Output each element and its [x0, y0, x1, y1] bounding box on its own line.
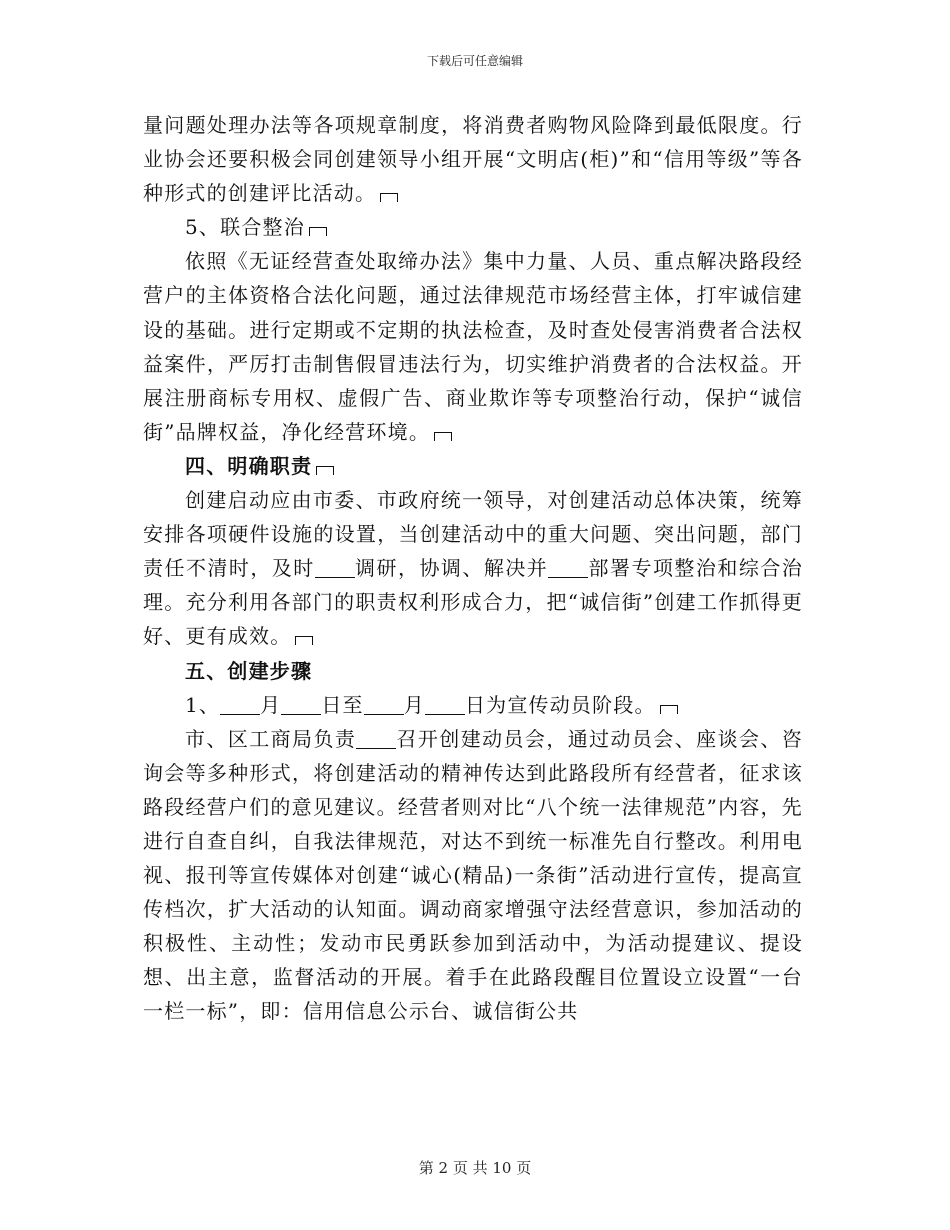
paragraph-mark-icon	[316, 466, 334, 475]
paragraph-mark-icon	[380, 193, 398, 202]
paragraph-text: 召开创建动员会，通过动员会、座谈会、咨询会等多种形式，将创建活动的精神传达到此路段所有经营者，征求该路段经营户们的意见建议。经营者则对比“八个统一法律规范”内容，先进行自查自纠，自我法律规范，对达不到统一标准先自行整改。利用电视、报刊等宣传媒体对创建“诚心(精品)一条街”活动进行宣传，提高宣传档次，扩大活动的认知面。调动商家增强守法经营意识，参加活动的积极性、主动性；发动市民勇跃参加到活动中，为活动提建议、提设想、出主意，监督活动的开展。着手在此路段醒目位置设立设置“一台一栏一标”，即：信用信息公示台、诚信街公共	[143, 726, 803, 1024]
paragraph-stage-one	[143, 688, 803, 722]
fill-blank	[356, 730, 396, 749]
fill-blank	[548, 559, 588, 578]
fill-blank	[315, 559, 355, 578]
paragraph-mark-icon	[660, 705, 678, 714]
paragraph-regulations	[143, 108, 803, 210]
section-heading-responsibilities	[143, 449, 803, 483]
fill-blank	[364, 696, 404, 715]
paragraph-text: 市、区工商局负责	[185, 726, 357, 751]
paragraph-leadership	[143, 483, 803, 653]
fill-blank	[425, 696, 465, 715]
subheading-joint-rectification	[143, 210, 803, 244]
paragraph-mark-icon	[434, 432, 452, 441]
fill-blank	[220, 696, 260, 715]
heading-text: 四、明确职责	[185, 453, 313, 478]
section-heading-steps	[143, 654, 803, 688]
heading-text: 五、创建步骤	[185, 658, 313, 683]
fill-blank	[281, 696, 321, 715]
paragraph-law-enforcement	[143, 244, 803, 449]
paragraph-mobilization	[143, 722, 803, 1029]
paragraph-text: 创建启动应由市委、市政府统一领导，对创建活动总体决策，统筹安排各项硬件设施的设置，当创建活动中的重大问题、突出问题，部门责任不清时，及时	[143, 488, 803, 581]
paragraph-text: 日至	[321, 692, 364, 717]
paragraph-text: 依照《无证经营查处取缔办法》集中力量、人员、重点解决路段经营户的主体资格合法化问题，通过法律规范市场经营主体，打牢诚信建设的基础。进行定期或不定期的执法检查，及时查处侵害消费者合法权益案件，严厉打击制售假冒违法行为，切实维护消费者的合法权益。开展注册商标专用权、虚假广告、商业欺诈等专项整治行动，保护“诚信街”品牌权益，净化经营环境。	[143, 249, 803, 444]
page-footer: 第 2 页 共 10 页	[418, 1159, 532, 1177]
paragraph-mark-icon	[309, 227, 327, 236]
paragraph-text: 月	[403, 692, 425, 717]
paragraph-text: 量问题处理办法等各项规章制度，将消费者购物风险降到最低限度。行业协会还要积极会同创建领导小组开展“文明店(柜)”和“信用等级”等各种形式的创建评比活动。	[143, 113, 803, 206]
paragraph-text: 日为宣传动员阶段。	[464, 692, 656, 717]
paragraph-text: 1、	[185, 692, 221, 717]
paragraph-mark-icon	[295, 636, 313, 645]
paragraph-text: 调研，协调、解决并	[354, 556, 549, 581]
paragraph-text: 部署专项整治和综合治理。充分利用各部门的职责权利形成合力，把“诚信街”创建工作抓得更好、更有成效。	[143, 556, 803, 649]
paragraph-text: 月	[260, 692, 282, 717]
document-body	[143, 108, 803, 1029]
subheading-text: 5、联合整治	[185, 215, 305, 240]
page-header: 下载后可任意编辑	[426, 54, 523, 68]
